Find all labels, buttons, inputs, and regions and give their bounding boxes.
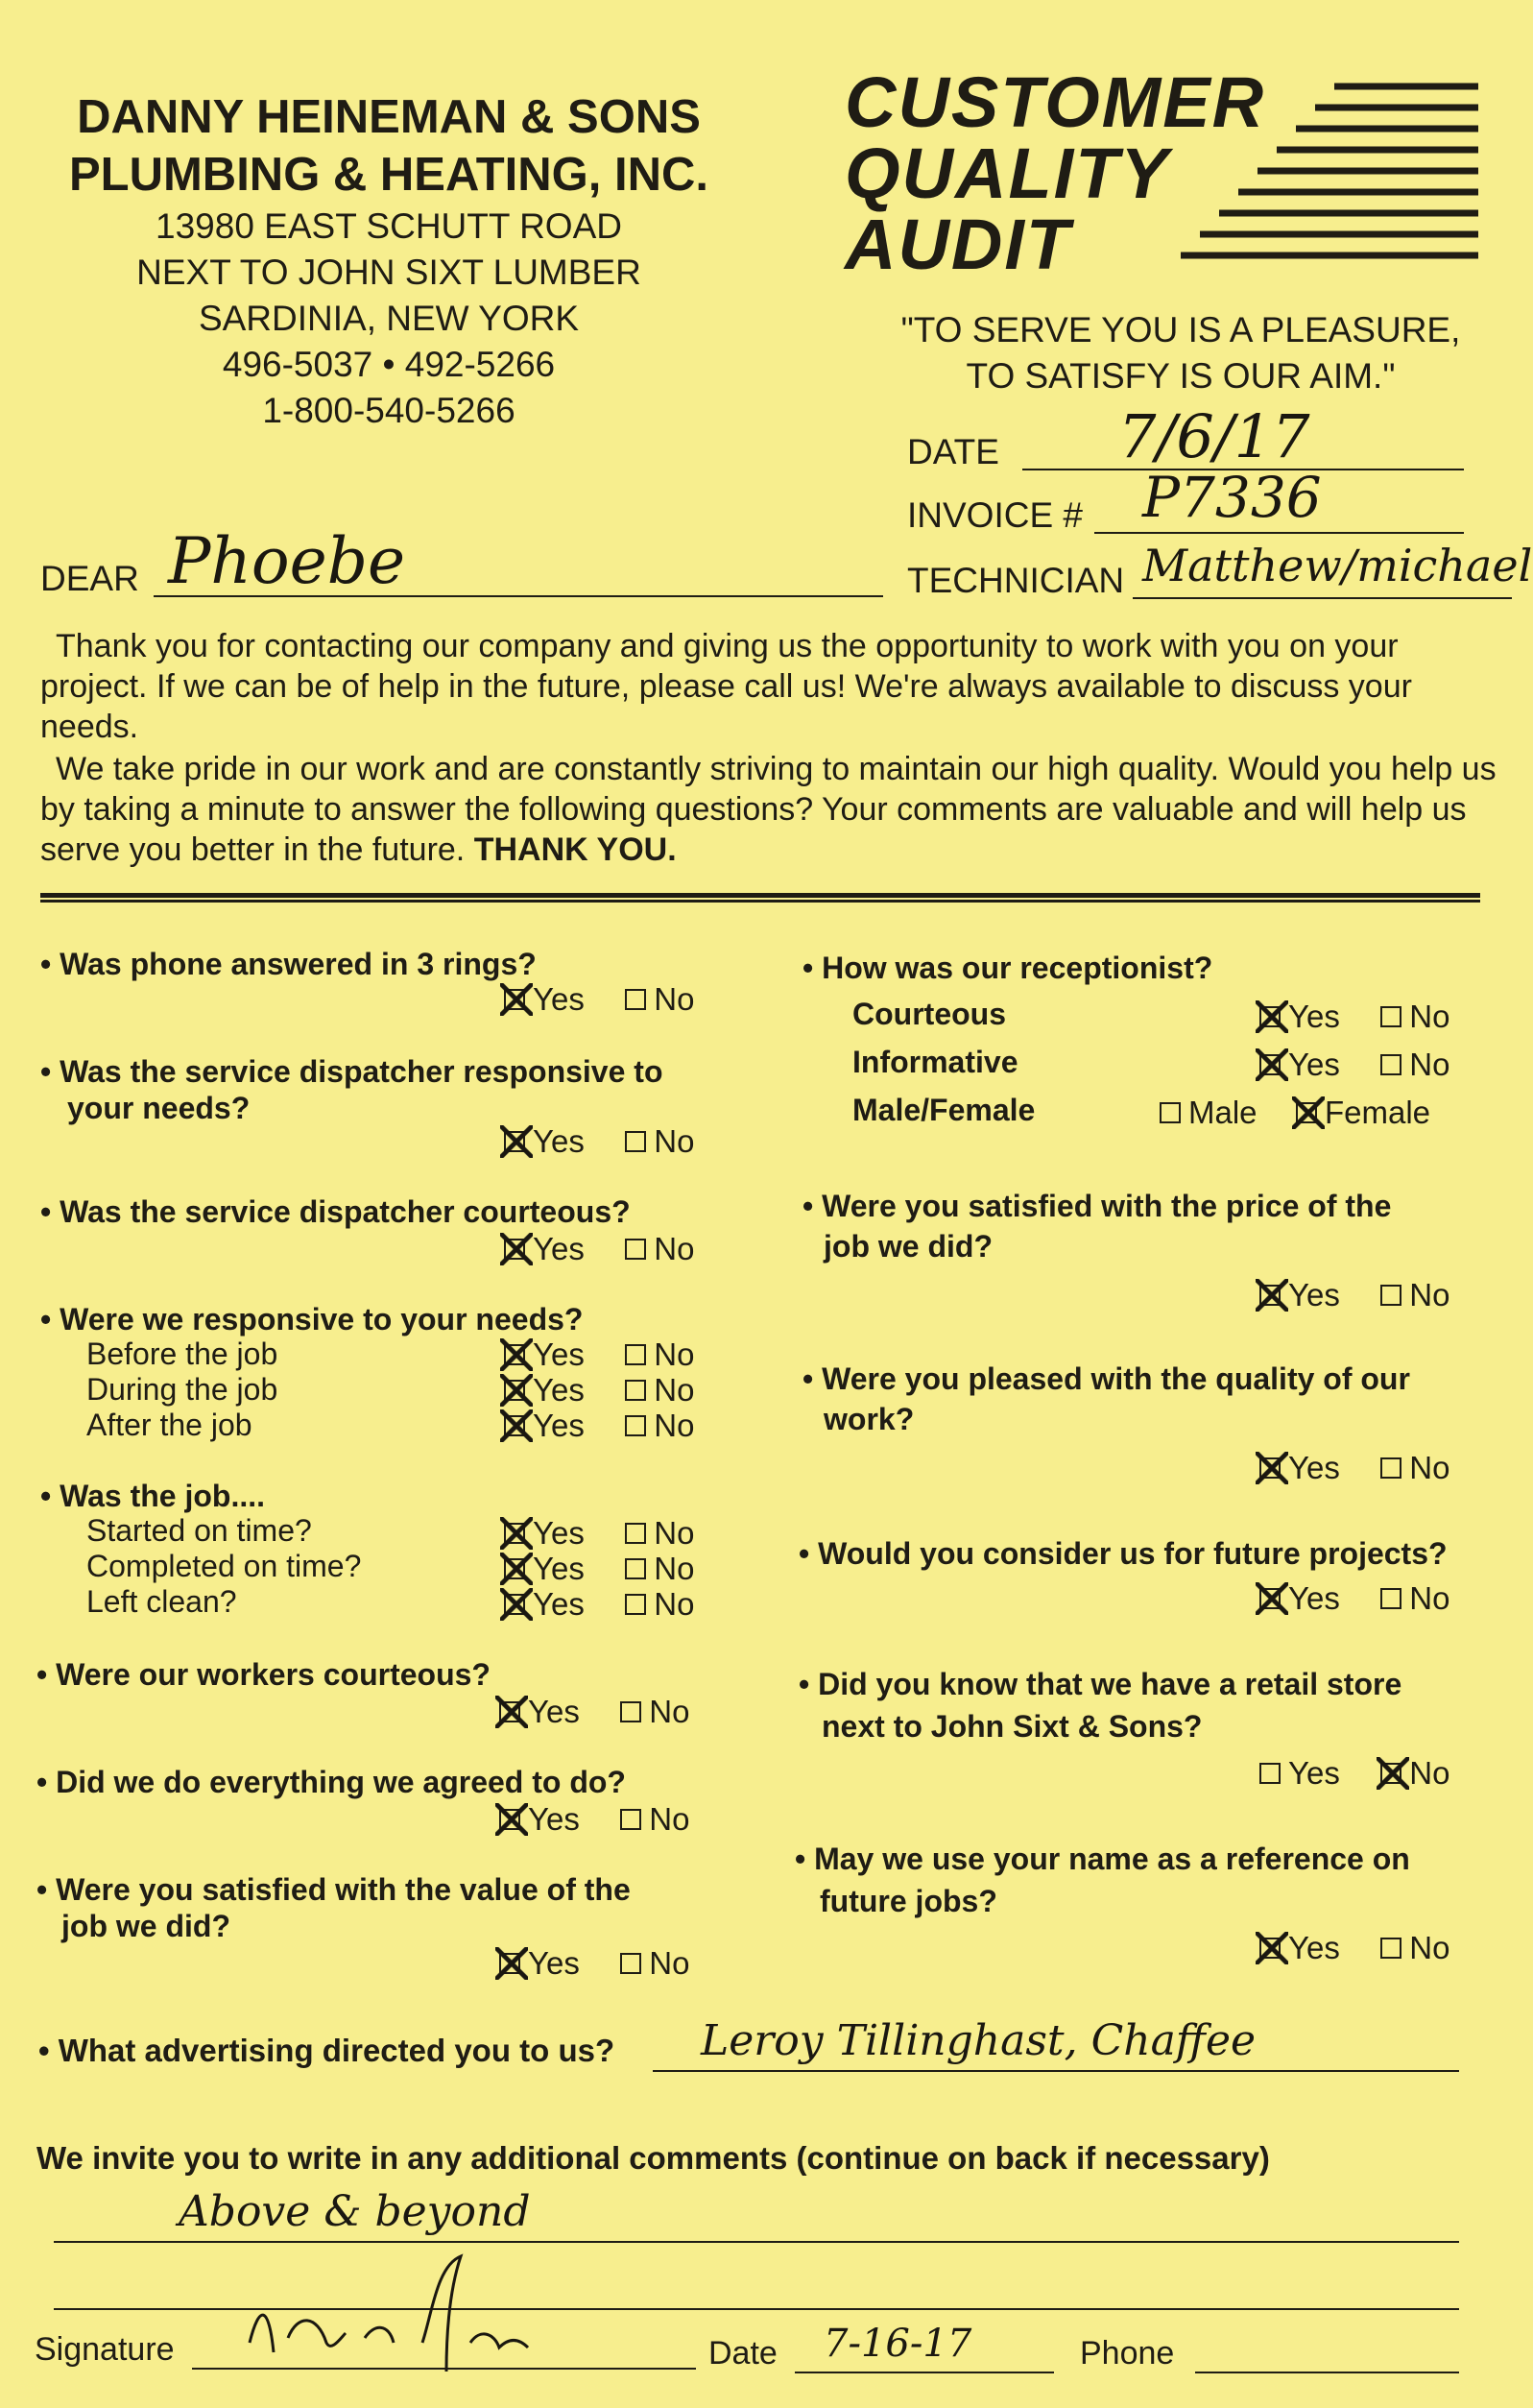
- yes-label: Yes: [1288, 1047, 1340, 1082]
- checkbox[interactable]: [1380, 1588, 1401, 1609]
- checkbox-checked[interactable]: [1380, 1763, 1401, 1784]
- courteous-no[interactable]: [1380, 999, 1449, 1034]
- answer-value-satisfied: [499, 1945, 689, 1981]
- question-was-the-job: • Was the job....: [40, 1477, 265, 1515]
- answer-started-on-time: [504, 1515, 694, 1551]
- dispatcher-responsive-no[interactable]: [625, 1123, 694, 1159]
- yes-label: Yes: [533, 1231, 585, 1266]
- no-label: No: [1409, 1580, 1450, 1616]
- yes-label: Yes: [1288, 1580, 1340, 1616]
- audit-title-line-3: AUDIT: [845, 205, 1072, 284]
- female-label: Female: [1324, 1095, 1431, 1130]
- checkbox[interactable]: [1380, 1006, 1401, 1027]
- technician-field[interactable]: [1133, 540, 1533, 599]
- date-field[interactable]: [1022, 401, 1464, 471]
- checkbox[interactable]: [1259, 1763, 1281, 1784]
- yes-label: Yes: [528, 1801, 580, 1837]
- date-value: 7/6/17: [1118, 401, 1310, 471]
- answer-left-clean: [504, 1586, 694, 1622]
- started-on-time-no[interactable]: [625, 1515, 694, 1551]
- bottom-date-value: 7-16-17: [824, 2322, 972, 2366]
- dear-label: DEAR: [40, 559, 139, 598]
- intro-paragraph-2-text: We take pride in our work and are constantly striving to maintain our high quality. Would you help us by taking a minute to answer the following questions? Your comments are valuable and will help us serve you better in the future.: [40, 751, 1497, 868]
- no-label: No: [654, 1551, 695, 1586]
- date-label: DATE: [907, 432, 999, 471]
- question-use-name: • May we use your name as a reference on: [795, 1840, 1410, 1878]
- checkbox[interactable]: [625, 1523, 646, 1544]
- checkbox[interactable]: [625, 989, 646, 1010]
- bottom-date-label: Date: [708, 2335, 778, 2372]
- checkbox[interactable]: [620, 1953, 641, 1974]
- yes-label: Yes: [1288, 999, 1340, 1034]
- question-retail-store: • Did you know that we have a retail store: [799, 1665, 1401, 1703]
- answer-male-female: [1160, 1095, 1430, 1130]
- section-divider: [40, 893, 1480, 903]
- checkbox-checked[interactable]: [1259, 1938, 1281, 1959]
- retail-store-no[interactable]: [1380, 1755, 1449, 1791]
- yes-label: Yes: [1288, 1450, 1340, 1485]
- question-value-satisfied-2: job we did?: [61, 1909, 230, 1943]
- checkbox-checked[interactable]: [504, 1594, 525, 1615]
- no-label: No: [654, 1408, 695, 1443]
- left-clean-yes[interactable]: [504, 1586, 585, 1622]
- motto-line-1: "TO SERVE YOU IS A PLEASURE,: [900, 310, 1461, 349]
- comments-line-1[interactable]: [54, 2187, 1459, 2243]
- yes-label: Yes: [533, 1372, 585, 1408]
- sub-before-job: Before the job: [86, 1336, 278, 1371]
- sub-after-job: After the job: [86, 1408, 252, 1442]
- question-workers-courteous: • Were our workers courteous?: [36, 1655, 491, 1694]
- question-value-satisfied: • Were you satisfied with the value of the: [36, 1870, 631, 1909]
- yes-label: Yes: [533, 981, 585, 1017]
- signature-label: Signature: [35, 2331, 175, 2368]
- no-label: No: [654, 1586, 695, 1622]
- informative-yes[interactable]: [1259, 1047, 1340, 1082]
- company-address-3: SARDINIA, NEW YORK: [198, 299, 580, 338]
- answer-dispatcher-courteous: [504, 1231, 694, 1266]
- answer-completed-on-time: [504, 1551, 694, 1586]
- phone-label: Phone: [1080, 2335, 1175, 2372]
- question-future-projects: • Would you consider us for future projects?: [799, 1534, 1448, 1573]
- workers-courteous-yes[interactable]: [499, 1694, 580, 1729]
- no-label: No: [654, 1231, 695, 1266]
- intro-paragraph-2: [40, 749, 1499, 870]
- quality-pleased-no[interactable]: [1380, 1450, 1449, 1485]
- answer-quality-pleased: [1259, 1450, 1449, 1485]
- quality-pleased-yes[interactable]: [1259, 1450, 1340, 1485]
- checkbox-checked[interactable]: [504, 1131, 525, 1152]
- question-agreed-to-do: • Did we do everything we agreed to do?: [36, 1763, 626, 1801]
- checkbox-checked[interactable]: [1259, 1457, 1281, 1479]
- company-subtitle: PLUMBING & HEATING, INC.: [68, 149, 709, 201]
- yes-label: Yes: [528, 1945, 580, 1981]
- checkbox[interactable]: [625, 1380, 646, 1401]
- invoice-value: P7336: [1142, 465, 1322, 530]
- answer-before-job: [504, 1336, 694, 1372]
- yes-label: Yes: [533, 1586, 585, 1622]
- no-label: No: [1409, 1755, 1450, 1791]
- receptionist-male[interactable]: [1160, 1095, 1258, 1130]
- answer-workers-courteous: [499, 1694, 689, 1729]
- before-job-yes[interactable]: [504, 1336, 585, 1372]
- technician-value: Matthew/michael: [1142, 540, 1533, 591]
- dispatcher-responsive-yes[interactable]: [504, 1123, 585, 1159]
- answer-retail-store: [1259, 1755, 1449, 1791]
- comments-value: Above & beyond: [179, 2187, 531, 2236]
- checkbox-checked[interactable]: [1296, 1102, 1317, 1123]
- yes-label: Yes: [533, 1515, 585, 1551]
- title-stripes-graphic: [1171, 79, 1488, 280]
- no-label: No: [1409, 1277, 1450, 1312]
- phone-rings-no[interactable]: [625, 981, 694, 1017]
- intro-thanks: THANK YOU.: [473, 831, 677, 868]
- answer-price-satisfied: [1259, 1277, 1449, 1312]
- answer-dispatcher-responsive: [504, 1123, 694, 1159]
- yes-label: Yes: [1288, 1277, 1340, 1312]
- answer-after-job: [504, 1408, 694, 1443]
- yes-label: Yes: [533, 1336, 585, 1372]
- yes-label: Yes: [533, 1408, 585, 1443]
- company-address-2: NEXT TO JOHN SIXT LUMBER: [136, 253, 641, 292]
- informative-no[interactable]: [1380, 1047, 1449, 1082]
- motto-line-2: TO SATISFY IS OUR AIM.": [966, 356, 1396, 396]
- answer-future-projects: [1259, 1580, 1449, 1616]
- question-price-satisfied: • Were you satisfied with the price of the: [802, 1187, 1391, 1225]
- intro-paragraph-1: Thank you for contacting our company and giving us the opportunity to work with you on your project. If we can be of help in the future, please call us! We're always available to discuss your needs.: [40, 628, 1412, 745]
- answer-use-name: [1259, 1930, 1449, 1965]
- checkbox-checked[interactable]: [1259, 1006, 1281, 1027]
- no-label: No: [649, 1945, 690, 1981]
- question-price-satisfied-2: job we did?: [824, 1229, 993, 1264]
- checkbox-checked[interactable]: [1259, 1588, 1281, 1609]
- before-job-no[interactable]: [625, 1336, 694, 1372]
- price-satisfied-no[interactable]: [1380, 1277, 1449, 1312]
- motto: [845, 307, 1517, 399]
- checkbox[interactable]: [620, 1701, 641, 1722]
- company-phones: 496-5037 • 492-5266: [222, 345, 556, 384]
- checkbox-checked[interactable]: [499, 1809, 520, 1830]
- question-dispatcher-responsive: • Was the service dispatcher responsive to: [40, 1052, 662, 1091]
- dear-field[interactable]: [154, 524, 883, 598]
- company-name: DANNY HEINEMAN & SONS: [77, 91, 701, 143]
- answer-during-job: [504, 1372, 694, 1408]
- answer-informative: [1259, 1047, 1449, 1082]
- completed-on-time-no[interactable]: [625, 1551, 694, 1586]
- started-on-time-yes[interactable]: [504, 1515, 585, 1551]
- future-projects-yes[interactable]: [1259, 1580, 1340, 1616]
- dear-value: Phoebe: [168, 524, 406, 598]
- checkbox-checked[interactable]: [499, 1953, 520, 1974]
- checkbox[interactable]: [1380, 1285, 1401, 1306]
- left-clean-no[interactable]: [625, 1586, 694, 1622]
- checkbox[interactable]: [1380, 1054, 1401, 1075]
- company-tollfree: 1-800-540-5266: [262, 391, 515, 430]
- checkbox[interactable]: [625, 1344, 646, 1365]
- checkbox-checked[interactable]: [504, 1239, 525, 1260]
- checkbox[interactable]: [1160, 1102, 1181, 1123]
- advertising-value: Leroy Tillinghast, Chaffee: [701, 2016, 1257, 2065]
- no-label: No: [1409, 1930, 1450, 1965]
- courteous-yes[interactable]: [1259, 999, 1340, 1034]
- audit-title-line-2: QUALITY: [845, 133, 1170, 213]
- audit-title-line-1: CUSTOMER: [845, 62, 1266, 142]
- answer-agreed-to-do: [499, 1801, 689, 1837]
- question-quality-pleased: • Were you pleased with the quality of our: [802, 1360, 1410, 1398]
- workers-courteous-no[interactable]: [620, 1694, 689, 1729]
- checkbox[interactable]: [620, 1809, 641, 1830]
- question-phone-rings: • Was phone answered in 3 rings?: [40, 945, 537, 983]
- technician-label: TECHNICIAN: [907, 561, 1125, 600]
- question-advertising: • What advertising directed you to us?: [38, 2032, 614, 2070]
- agreed-to-do-no[interactable]: [620, 1801, 689, 1837]
- during-job-yes[interactable]: [504, 1372, 585, 1408]
- checkbox-checked[interactable]: [504, 1558, 525, 1579]
- company-header: [38, 88, 739, 434]
- question-quality-pleased-2: work?: [824, 1402, 915, 1436]
- invoice-field[interactable]: [1094, 465, 1464, 534]
- retail-store-yes[interactable]: [1259, 1755, 1340, 1791]
- no-label: No: [1409, 999, 1450, 1034]
- sub-courteous: Courteous: [852, 997, 1006, 1031]
- sub-started-on-time: Started on time?: [86, 1513, 312, 1548]
- question-receptionist: • How was our receptionist?: [802, 949, 1212, 987]
- yes-label: Yes: [533, 1551, 585, 1586]
- company-address-1: 13980 EAST SCHUTT ROAD: [156, 206, 622, 246]
- no-label: No: [654, 1123, 695, 1159]
- no-label: No: [654, 981, 695, 1017]
- checkbox-checked[interactable]: [1259, 1054, 1281, 1075]
- yes-label: Yes: [1288, 1755, 1340, 1791]
- agreed-to-do-yes[interactable]: [499, 1801, 580, 1837]
- value-satisfied-no[interactable]: [620, 1945, 689, 1981]
- comments-invite: We invite you to write in any additional comments (continue on back if necessary): [36, 2140, 1270, 2176]
- checkbox[interactable]: [625, 1415, 646, 1436]
- question-use-name-2: future jobs?: [820, 1884, 997, 1918]
- signature-field[interactable]: [192, 2322, 696, 2370]
- answer-phone-rings: [504, 981, 694, 1017]
- checkbox[interactable]: [1380, 1938, 1401, 1959]
- signature-scribble: [230, 2247, 595, 2381]
- dispatcher-courteous-no[interactable]: [625, 1231, 694, 1266]
- checkbox-checked[interactable]: [499, 1701, 520, 1722]
- yes-label: Yes: [1288, 1930, 1340, 1965]
- question-retail-store-2: next to John Sixt & Sons?: [822, 1709, 1203, 1744]
- question-dispatcher-responsive-2: your needs?: [67, 1091, 251, 1125]
- checkbox[interactable]: [1380, 1457, 1401, 1479]
- sub-left-clean: Left clean?: [86, 1584, 237, 1619]
- checkbox[interactable]: [625, 1131, 646, 1152]
- price-satisfied-yes[interactable]: [1259, 1277, 1340, 1312]
- no-label: No: [654, 1515, 695, 1551]
- invoice-label: INVOICE #: [907, 495, 1083, 535]
- after-job-no[interactable]: [625, 1408, 694, 1443]
- advertising-field[interactable]: [653, 2016, 1459, 2072]
- value-satisfied-yes[interactable]: [499, 1945, 580, 1981]
- yes-label: Yes: [533, 1123, 585, 1159]
- sub-male-female: Male/Female: [852, 1093, 1036, 1127]
- use-name-no[interactable]: [1380, 1930, 1449, 1965]
- male-label: Male: [1188, 1095, 1258, 1130]
- phone-field[interactable]: [1195, 2325, 1459, 2373]
- checkbox[interactable]: [625, 1594, 646, 1615]
- dispatcher-courteous-yes[interactable]: [504, 1231, 585, 1266]
- no-label: No: [654, 1336, 695, 1372]
- after-job-yes[interactable]: [504, 1408, 585, 1443]
- question-responsive-needs: • Were we responsive to your needs?: [40, 1300, 583, 1338]
- answer-courteous: [1259, 999, 1449, 1034]
- no-label: No: [1409, 1450, 1450, 1485]
- future-projects-no[interactable]: [1380, 1580, 1449, 1616]
- sub-completed-on-time: Completed on time?: [86, 1549, 362, 1583]
- sub-informative: Informative: [852, 1045, 1018, 1079]
- bottom-date-field[interactable]: [795, 2322, 1054, 2373]
- checkbox-checked[interactable]: [504, 1523, 525, 1544]
- receptionist-female[interactable]: [1296, 1095, 1430, 1130]
- checkbox[interactable]: [625, 1558, 646, 1579]
- question-dispatcher-courteous: • Was the service dispatcher courteous?: [40, 1192, 631, 1231]
- phone-rings-yes[interactable]: [504, 981, 585, 1017]
- no-label: No: [654, 1372, 695, 1408]
- use-name-yes[interactable]: [1259, 1930, 1340, 1965]
- during-job-no[interactable]: [625, 1372, 694, 1408]
- completed-on-time-yes[interactable]: [504, 1551, 585, 1586]
- checkbox-checked[interactable]: [504, 989, 525, 1010]
- no-label: No: [1409, 1047, 1450, 1082]
- no-label: No: [649, 1694, 690, 1729]
- yes-label: Yes: [528, 1694, 580, 1729]
- checkbox-checked[interactable]: [504, 1415, 525, 1436]
- sub-during-job: During the job: [86, 1372, 278, 1407]
- checkbox-checked[interactable]: [504, 1344, 525, 1365]
- no-label: No: [649, 1801, 690, 1837]
- checkbox[interactable]: [625, 1239, 646, 1260]
- checkbox-checked[interactable]: [504, 1380, 525, 1401]
- checkbox-checked[interactable]: [1259, 1285, 1281, 1306]
